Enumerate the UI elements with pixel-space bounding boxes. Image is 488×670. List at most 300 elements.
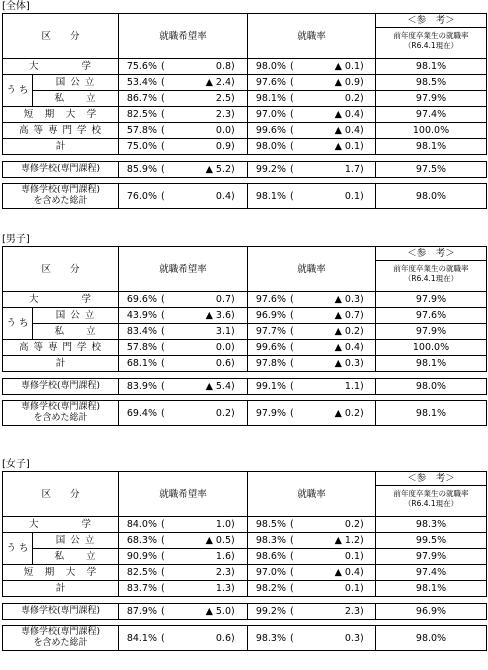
open-paren: ( [161,381,165,392]
open-paren: ( [290,342,294,353]
hope-rate-cell [119,308,248,324]
open-paren: ( [290,535,294,546]
open-paren: ( [290,164,294,175]
emp-rate-cell [248,123,376,139]
open-paren: ( [290,310,294,321]
hope-rate-cell [119,75,248,91]
emp-rate-value: 98.0% [255,141,287,152]
ref-rate-cell: 97.4% [376,565,487,581]
hope-rate-value: 83.4% [126,326,158,337]
row-label-technical-college: 高 等 専 門 学 校 [3,340,119,356]
table-row [3,549,487,565]
open-paren: ( [290,125,294,136]
header-category: 区 分 [3,14,119,59]
open-paren: ( [161,141,165,152]
hope-rate-cell [119,292,248,308]
row-label-national-public: 国 公 立 [33,75,119,91]
ref-rate-cell: 98.1% [376,401,487,426]
close-paren: ) [360,358,364,369]
close-paren: ) [231,583,235,594]
open-paren: ( [290,632,294,644]
emp-rate-change: ▲ 0.4 [334,567,361,578]
emp-rate-change: ▲ 1.2 [334,535,361,546]
open-paren: ( [290,567,294,578]
table-header [3,472,487,517]
open-paren: ( [290,109,294,120]
close-paren: ) [231,535,235,546]
ref-rate-cell: 98.3% [376,517,487,533]
row-label-vocational: 専修学校(専門課程) [3,379,119,395]
emp-rate-change: 1.1 [344,381,360,392]
ref-rate-cell: 97.4% [376,107,487,123]
hope-rate-change: 1.6 [215,551,232,562]
close-paren: ) [360,125,364,136]
hope-rate-value: 68.3% [126,535,158,546]
open-paren: ( [290,519,294,530]
emp-rate-value: 98.6% [255,551,287,562]
open-paren: ( [161,583,165,594]
header-reference [376,14,487,59]
open-paren: ( [161,61,165,72]
ref-rate-cell: 98.0% [376,626,487,651]
open-paren: ( [161,567,165,578]
employment-table [2,246,487,372]
row-label-univ: 大 学 [3,59,119,75]
header-reference [376,472,487,517]
emp-rate-value: 97.9% [255,407,286,419]
hope-rate-value: 43.9% [126,310,158,321]
emp-rate-cell [248,75,376,91]
open-paren: ( [161,294,165,305]
close-paren: ) [231,632,235,644]
hope-rate-change: 1.3 [215,583,232,594]
reference-subtitle: 前年度卒業生の就職率 （R6.4.1現在） [393,31,469,50]
row-label-total: 計 [3,581,119,597]
hope-rate-value: 57.8% [126,342,158,353]
reference-title: ＜参 考＞ [376,247,486,261]
open-paren: ( [161,535,165,546]
open-paren: ( [290,358,294,369]
emp-rate-change: ▲ 0.3 [334,358,361,369]
hope-rate-change: 0.9 [215,141,232,152]
close-paren: ) [360,77,364,88]
close-paren: ) [360,109,364,120]
emp-rate-value: 99.2% [255,164,286,175]
table-row [3,184,487,209]
employment-table [2,471,487,597]
hope-rate-change: 2.5 [215,93,232,104]
reference-subtitle: 前年度卒業生の就職率 （R6.4.1現在） [393,264,469,283]
row-label-private: 私 立 [33,91,119,107]
hope-rate-change: ▲ 5.4 [205,381,231,392]
table-header [3,14,487,59]
uchi-label: う ち [3,533,33,565]
grand-total-table [2,183,487,209]
emp-rate-change: 0.1 [344,190,360,202]
hope-rate-value: 84.1% [126,632,157,644]
emp-rate-value: 98.5% [255,519,287,530]
close-paren: ) [231,342,235,353]
hope-rate-change: 2.3 [215,567,232,578]
hope-rate-cell [119,549,248,565]
ref-rate-cell: 97.9% [376,91,487,107]
open-paren: ( [290,77,294,88]
header-reference [376,247,487,292]
hope-rate-cell [119,324,248,340]
emp-rate-change: 0.1 [344,551,361,562]
close-paren: ) [360,326,364,337]
ref-rate-cell: 97.9% [376,292,487,308]
hope-rate-change: 0.4 [215,190,231,202]
open-paren: ( [290,606,294,617]
row-label-total: 計 [3,356,119,372]
emp-rate-value: 97.6% [255,77,287,88]
emp-rate-value: 96.9% [255,310,287,321]
open-paren: ( [290,381,294,392]
emp-rate-cell [248,308,376,324]
open-paren: ( [161,77,165,88]
hope-rate-value: 87.9% [126,606,157,617]
vocational-table [2,161,487,178]
table-row [3,517,487,533]
table-row [3,107,487,123]
emp-rate-change: ▲ 0.4 [334,125,361,136]
ref-rate-cell: 98.0% [376,184,487,209]
hope-rate-change: 2.3 [215,109,232,120]
row-label-univ: 大 学 [3,517,119,533]
row-label-junior-college: 短 期 大 学 [3,565,119,581]
hope-rate-cell [119,581,248,597]
hope-rate-change: ▲ 3.6 [205,310,232,321]
hope-rate-cell [119,565,248,581]
hope-rate-change: 0.0 [215,342,232,353]
table-row [3,162,487,178]
emp-rate-value: 99.6% [255,342,287,353]
emp-rate-value: 98.1% [255,93,287,104]
row-label-private: 私 立 [33,324,119,340]
hope-rate-value: 57.8% [126,125,158,136]
emp-rate-cell [248,107,376,123]
emp-rate-value: 98.3% [255,632,286,644]
open-paren: ( [161,326,165,337]
table-row [3,292,487,308]
open-paren: ( [161,125,165,136]
emp-rate-value: 97.7% [255,326,287,337]
hope-rate-change: 0.6 [215,632,231,644]
emp-rate-cell [248,626,376,651]
close-paren: ) [360,310,364,321]
close-paren: ) [360,519,364,530]
header-hope-rate: 就職希望率 [119,14,248,59]
close-paren: ) [360,381,364,392]
hope-rate-value: 76.0% [126,190,157,202]
close-paren: ) [231,77,235,88]
emp-rate-cell [248,549,376,565]
table-row [3,626,487,651]
emp-rate-value: 98.1% [255,190,286,202]
ref-rate-cell: 96.9% [376,604,487,620]
row-label-technical-college: 高 等 専 門 学 校 [3,123,119,139]
table-row [3,139,487,155]
close-paren: ) [231,294,235,305]
close-paren: ) [360,632,364,644]
open-paren: ( [290,551,294,562]
hope-rate-value: 82.5% [126,109,158,120]
vocational-table [2,378,487,395]
hope-rate-change: 1.0 [215,519,232,530]
row-label-vocational: 専修学校(専門課程) [3,604,119,620]
table-row [3,356,487,372]
hope-rate-change: 0.2 [215,407,231,419]
emp-rate-cell [248,379,376,395]
row-label-grand-total: 専修学校(専門課程) を含めた総計 [3,184,119,209]
hope-rate-value: 75.6% [126,61,158,72]
emp-rate-change: ▲ 0.9 [334,77,361,88]
close-paren: ) [231,109,235,120]
header-category: 区 分 [3,247,119,292]
hope-rate-change: 0.0 [215,125,232,136]
open-paren: ( [290,61,294,72]
close-paren: ) [231,164,235,175]
emp-rate-cell [248,517,376,533]
hope-rate-value: 86.7% [126,93,158,104]
open-paren: ( [290,326,294,337]
hope-rate-value: 75.0% [126,141,158,152]
open-paren: ( [290,190,294,202]
employment-table [2,13,487,155]
row-label-private: 私 立 [33,549,119,565]
ref-rate-cell: 100.0% [376,340,487,356]
emp-rate-cell [248,356,376,372]
table-row [3,581,487,597]
emp-rate-change: ▲ 0.4 [334,342,361,353]
hope-rate-cell [119,401,248,426]
emp-rate-change: ▲ 0.1 [334,141,361,152]
close-paren: ) [360,407,364,419]
table-row [3,604,487,620]
open-paren: ( [161,606,165,617]
close-paren: ) [231,190,235,202]
open-paren: ( [290,141,294,152]
table-header [3,247,487,292]
hope-rate-cell [119,626,248,651]
close-paren: ) [231,567,235,578]
grand-total-table [2,625,487,651]
emp-rate-cell [248,184,376,209]
open-paren: ( [290,583,294,594]
ref-rate-cell: 98.1% [376,59,487,75]
emp-rate-value: 97.6% [255,294,287,305]
emp-rate-cell [248,59,376,75]
close-paren: ) [231,125,235,136]
hope-rate-change: ▲ 2.4 [205,77,232,88]
close-paren: ) [231,381,235,392]
emp-rate-change: 1.7 [344,164,360,175]
open-paren: ( [161,358,165,369]
close-paren: ) [231,358,235,369]
table-row [3,565,487,581]
emp-rate-change: 2.3 [344,606,360,617]
close-paren: ) [360,567,364,578]
hope-rate-cell [119,59,248,75]
open-paren: ( [161,407,165,419]
reference-title: ＜参 考＞ [376,472,486,486]
emp-rate-cell [248,401,376,426]
row-label-national-public: 国 公 立 [33,533,119,549]
emp-rate-cell [248,533,376,549]
emp-rate-change: ▲ 0.2 [334,407,360,419]
close-paren: ) [231,606,235,617]
section-title: [男子] [2,234,30,245]
section-title: [全体] [2,1,30,12]
ref-rate-cell: 98.0% [376,379,487,395]
open-paren: ( [161,109,165,120]
hope-rate-cell [119,91,248,107]
hope-rate-cell [119,604,248,620]
row-label-univ: 大 学 [3,292,119,308]
open-paren: ( [161,310,165,321]
row-label-grand-total: 専修学校(専門課程) を含めた総計 [3,626,119,651]
hope-rate-value: 85.9% [126,164,157,175]
header-category: 区 分 [3,472,119,517]
uchi-label: う ち [3,75,33,107]
uchi-label: う ち [3,308,33,340]
open-paren: ( [161,190,165,202]
table-row [3,308,487,324]
hope-rate-value: 90.9% [126,551,158,562]
hope-rate-value: 69.4% [126,407,157,419]
ref-rate-cell: 98.1% [376,356,487,372]
hope-rate-value: 84.0% [126,519,158,530]
emp-rate-cell [248,292,376,308]
emp-rate-value: 97.0% [255,567,287,578]
table-row [3,123,487,139]
emp-rate-cell [248,565,376,581]
ref-rate-cell: 99.5% [376,533,487,549]
hope-rate-change: ▲ 5.2 [205,164,231,175]
close-paren: ) [360,535,364,546]
hope-rate-change: 0.6 [215,358,232,369]
hope-rate-value: 82.5% [126,567,158,578]
ref-rate-cell: 98.1% [376,581,487,597]
hope-rate-change: ▲ 0.5 [205,535,232,546]
emp-rate-value: 98.2% [255,583,287,594]
hope-rate-value: 83.9% [126,381,157,392]
ref-rate-cell: 97.6% [376,308,487,324]
emp-rate-change: ▲ 0.7 [334,310,361,321]
emp-rate-change: ▲ 0.3 [334,294,361,305]
close-paren: ) [360,606,364,617]
open-paren: ( [161,519,165,530]
emp-rate-value: 99.1% [255,381,286,392]
emp-rate-cell [248,139,376,155]
emp-rate-value: 98.0% [255,61,287,72]
reference-title: ＜参 考＞ [376,14,486,28]
close-paren: ) [360,294,364,305]
table-row [3,91,487,107]
close-paren: ) [360,61,364,72]
close-paren: ) [360,342,364,353]
hope-rate-cell [119,162,248,178]
open-paren: ( [161,551,165,562]
hope-rate-cell [119,340,248,356]
header-emp-rate: 就職率 [248,14,376,59]
hope-rate-change: ▲ 5.0 [205,606,231,617]
grand-total-table [2,400,487,426]
hope-rate-change: 3.1 [215,326,232,337]
row-label-grand-total: 専修学校(専門課程) を含めた総計 [3,401,119,426]
row-label-national-public: 国 公 立 [33,308,119,324]
emp-rate-value: 97.0% [255,109,287,120]
hope-rate-cell [119,107,248,123]
ref-rate-cell: 97.9% [376,549,487,565]
header-hope-rate: 就職希望率 [119,247,248,292]
header-emp-rate: 就職率 [248,247,376,292]
open-paren: ( [290,93,294,104]
hope-rate-cell [119,184,248,209]
close-paren: ) [360,93,364,104]
emp-rate-value: 99.2% [255,606,286,617]
emp-rate-cell [248,324,376,340]
hope-rate-cell [119,356,248,372]
vocational-table [2,603,487,620]
emp-rate-change: ▲ 0.1 [334,61,361,72]
open-paren: ( [290,294,294,305]
table-row [3,533,487,549]
close-paren: ) [231,326,235,337]
hope-rate-value: 53.4% [126,77,158,88]
ref-rate-cell: 97.5% [376,162,487,178]
open-paren: ( [161,93,165,104]
emp-rate-change: ▲ 0.2 [334,326,361,337]
ref-rate-cell: 97.9% [376,324,487,340]
emp-rate-cell [248,162,376,178]
close-paren: ) [231,310,235,321]
close-paren: ) [360,583,364,594]
close-paren: ) [360,551,364,562]
emp-rate-cell [248,91,376,107]
emp-rate-change: 0.1 [344,583,361,594]
emp-rate-change: 0.3 [344,632,360,644]
hope-rate-value: 69.6% [126,294,158,305]
header-hope-rate: 就職希望率 [119,472,248,517]
ref-rate-cell: 98.5% [376,75,487,91]
emp-rate-change: 0.2 [344,519,361,530]
table-row [3,401,487,426]
ref-rate-cell: 100.0% [376,123,487,139]
table-row [3,324,487,340]
header-emp-rate: 就職率 [248,472,376,517]
hope-rate-cell [119,517,248,533]
table-row [3,340,487,356]
table-row [3,59,487,75]
emp-rate-cell [248,340,376,356]
close-paren: ) [360,141,364,152]
close-paren: ) [231,519,235,530]
hope-rate-change: 0.8 [215,61,232,72]
hope-rate-cell [119,123,248,139]
close-paren: ) [360,164,364,175]
hope-rate-cell [119,139,248,155]
hope-rate-value: 83.7% [126,583,158,594]
hope-rate-cell [119,379,248,395]
open-paren: ( [290,407,294,419]
row-label-junior-college: 短 期 大 学 [3,107,119,123]
close-paren: ) [231,93,235,104]
open-paren: ( [161,342,165,353]
close-paren: ) [231,61,235,72]
emp-rate-change: ▲ 0.4 [334,109,361,120]
